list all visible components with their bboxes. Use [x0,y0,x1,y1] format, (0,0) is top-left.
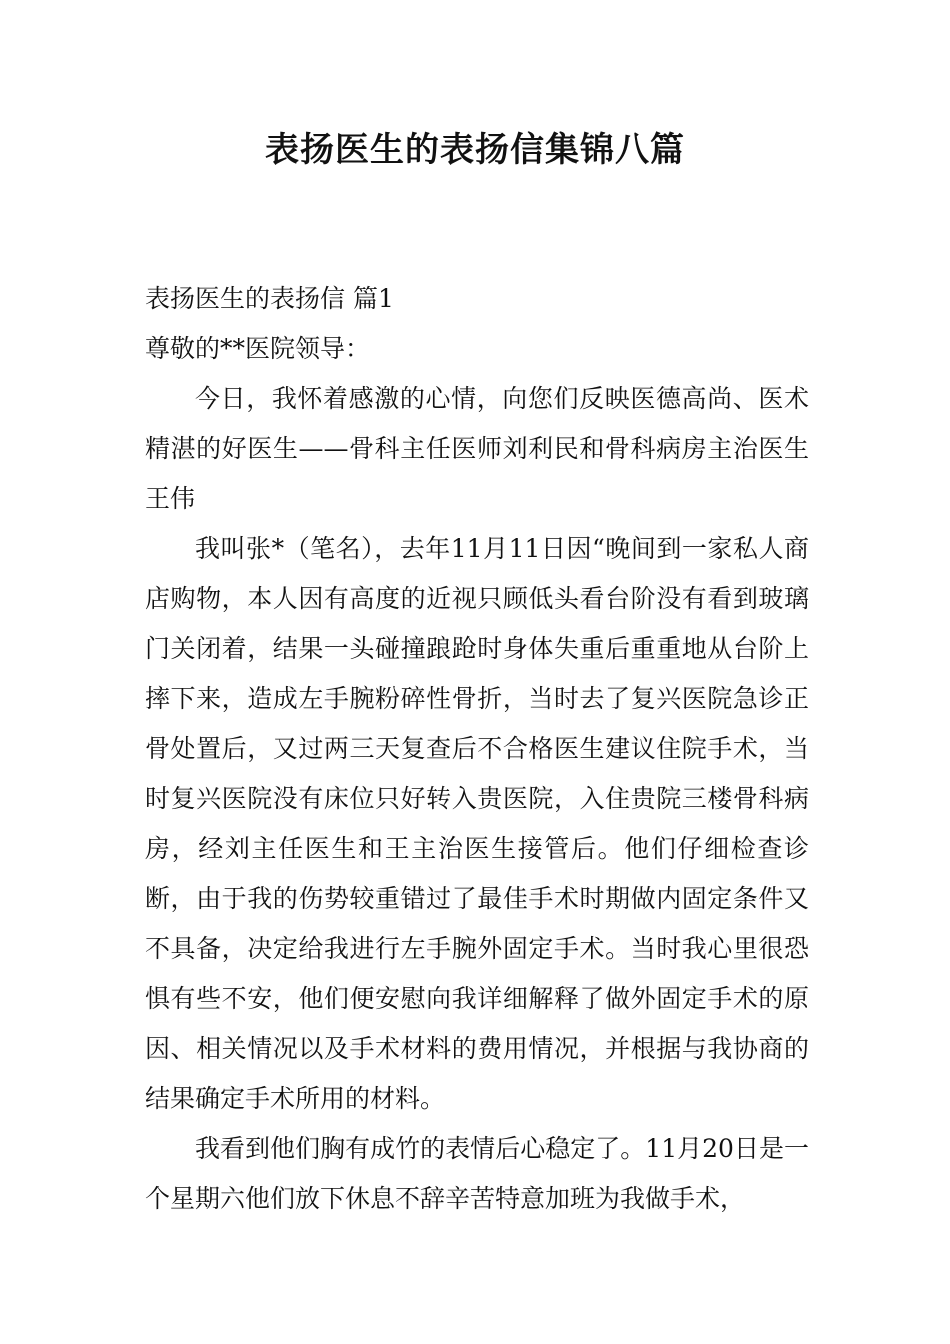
paragraph-1: 今日，我怀着感激的心情，向您们反映医德高尚、医术精湛的好医生——骨科主任医师刘利民和骨科病房主治医生王伟 [145,384,809,513]
section-heading: 表扬医生的表扬信 篇1 [145,284,394,313]
paragraph-3: 我看到他们胸有成竹的表情后心稳定了。11月20日是一个星期六他们放下休息不辞辛苦特意加班为我做手术， [145,1134,809,1213]
salutation: 尊敬的**医院领导： [145,334,371,363]
document-body [145,274,809,1224]
paragraph-2: 我叫张*（笔名），去年11月11日因“晚间到一家私人商店购物，本人因有高度的近视只顾低头看台阶没有看到玻璃门关闭着，结果一头碰撞踉跄时身体失重后重重地从台阶上摔下来，造成左手腕粉碎性骨折，当时去了复兴医院急诊正骨处置后，又过两三天复查后不合格医生建议住院手术，当时复兴医院没有床位只好转入贵医院，入住贵院三楼骨科病房，经刘主任医生和王主治医生接管后。他们仔细检查诊断，由于我的伤势较重错过了最佳手术时期做内固定条件又不具备，决定给我进行左手腕外固定手术。当时我心里很恐惧有些不安，他们便安慰向我详细解释了做外固定手术的原因、相关情况以及手术材料的费用情况，并根据与我协商的结果确定手术所用的材料。 [145,534,809,1113]
document-title: 表扬医生的表扬信集锦八篇 [265,130,685,170]
